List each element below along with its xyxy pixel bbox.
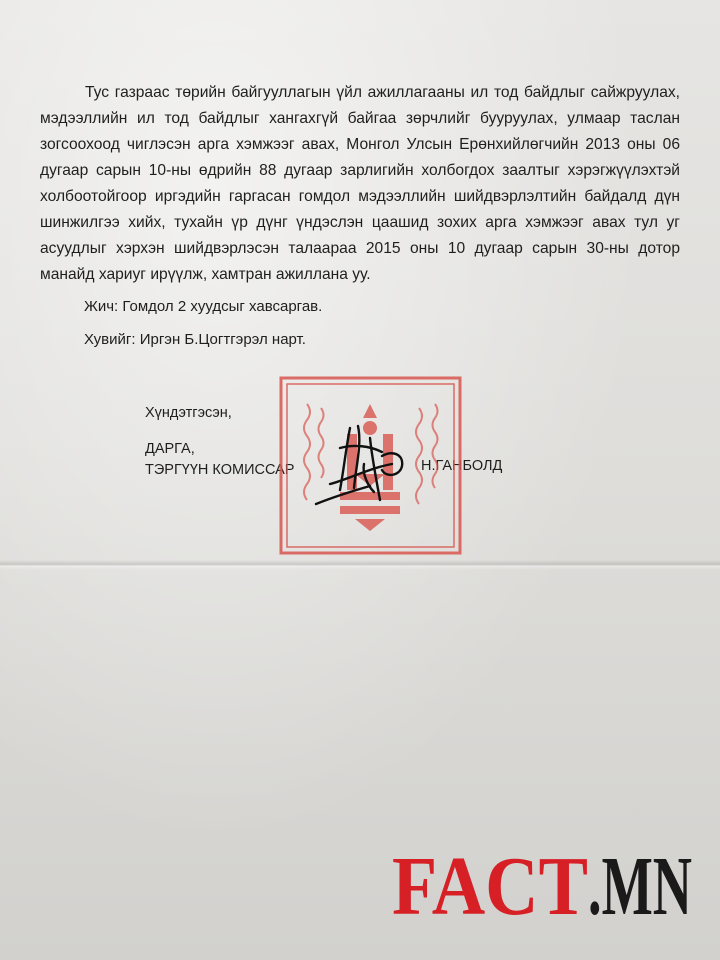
enclosure-note: Жич: Гомдол 2 хуудсыг хавсаргав. bbox=[84, 298, 323, 315]
handwritten-signature bbox=[300, 408, 430, 518]
letter-body bbox=[40, 80, 680, 288]
svg-text:.MN: .MN bbox=[588, 842, 692, 924]
signature-block bbox=[145, 403, 294, 481]
position-line1: ДАРГА, bbox=[145, 441, 195, 457]
main-paragraph: Тус газраас төрийн байгууллагын үйл ажиллагааны ил тод байдлыг сайжруулах, мэдээллийн ил тод байдлыг хангахгүй байгаа зөрчлийг бууруулах, улмаар таслан зогсоохоод чиглэсэн арга хэмжээг авах, Монгол Улсын Ерөнхийлөгчийн 2013 оны 06 дугаар сарын 10-ны өдрийн 88 дугаар зарлигийн холбогдох заалтыг хэрэгжүүлэхтэй холбоотойгоор иргэдийн гаргасан гомдол мэдээллийн шийдвэрлэлтийн байдалд дүн шинжилгээ хийх, тухайн үр дүнг үндэслэн цаашид зохих арга хэмжээг авах тул уг асуудлыг хэрхэн шийдвэрлэсэн талаараа 2015 оны 10 дугаар сарын 30-ны дотор манайд хариуг ирүүлж, хамтран ажиллана уу. bbox=[40, 84, 680, 283]
copy-to-note: Хувийг: Иргэн Б.Цогтгэрэл нарт. bbox=[84, 331, 306, 348]
paper-fold bbox=[0, 560, 720, 570]
fact-mn-watermark-logo bbox=[392, 842, 692, 924]
closing-line: Хүндэтгэсэн, bbox=[145, 405, 232, 421]
signatory-name: Н.ГАНБОЛД bbox=[421, 458, 503, 474]
position-line2: ТЭРГҮҮН КОМИССАР bbox=[145, 462, 295, 478]
svg-text:FACT: FACT bbox=[392, 842, 588, 924]
